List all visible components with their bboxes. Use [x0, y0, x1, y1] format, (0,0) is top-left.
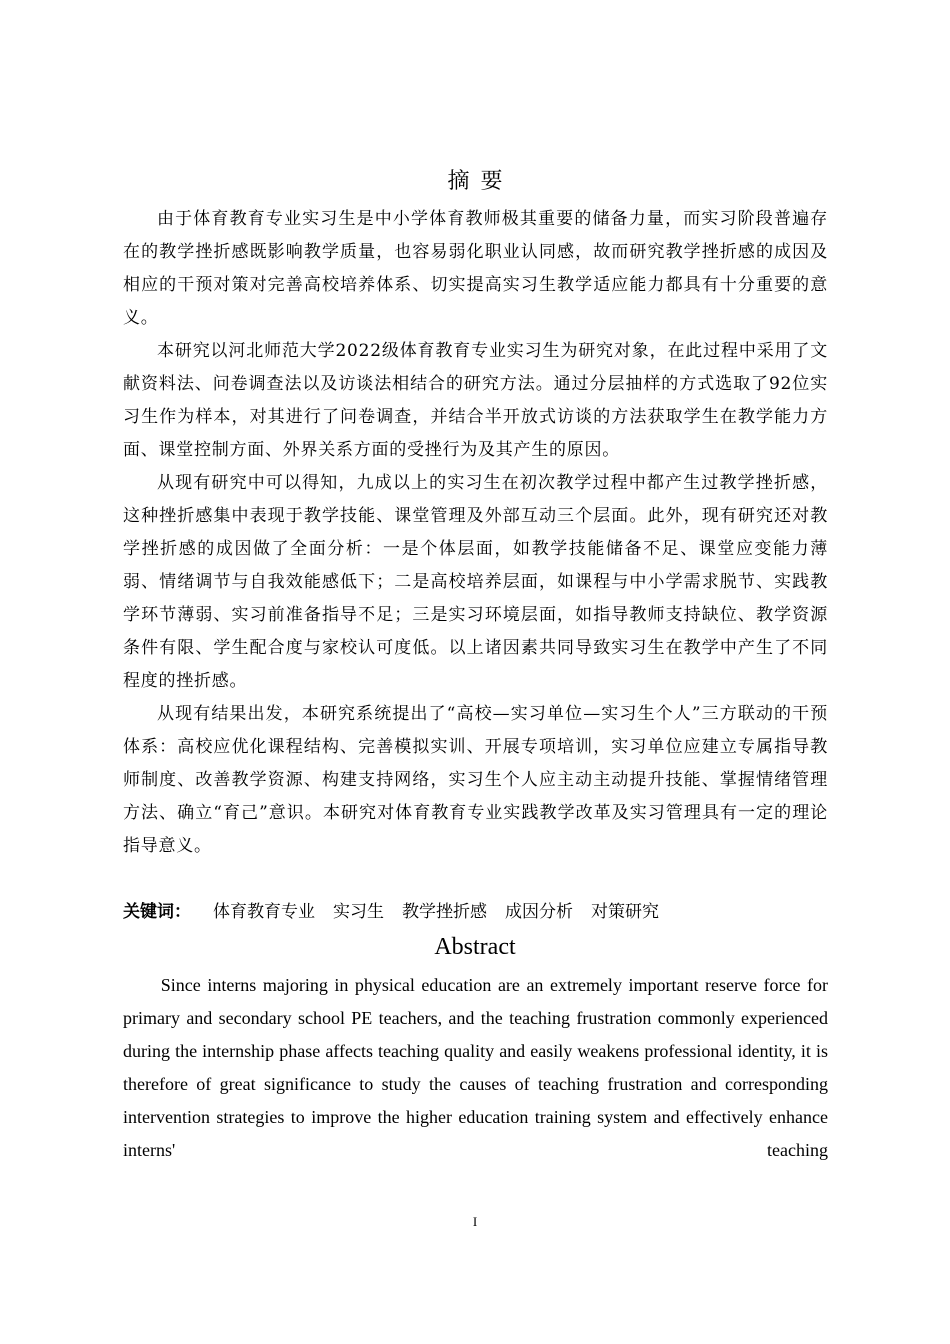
abstract-cn-body [123, 203, 828, 863]
keyword-item: 体育教育专业 [213, 902, 315, 922]
keywords-label: 关键词： [123, 902, 191, 922]
abstract-cn-paragraph-1: 由于体育教育专业实习生是中小学体育教师极其重要的储备力量，而实习阶段普遍存在的教学挫折感既影响教学质量，也容易弱化职业认同感，故而研究教学挫折感的成因及相应的干预对策对完善高校培养体系、切实提高实习生教学适应能力都具有十分重要的意义。 [123, 209, 828, 328]
abstract-cn-paragraph-4: 从现有结果出发，本研究系统提出了“高校—实习单位—实习生个人”三方联动的干预体系：高校应优化课程结构、完善模拟实训、开展专项培训，实习单位应建立专属指导教师制度、改善教学资源、构建支持网络，实习生个人应主动主动提升技能、掌握情绪管理方法、确立“育己”意识。本研究对体育教育专业实践教学改革及实习管理具有一定的理论指导意义。 [123, 704, 828, 856]
abstract-en-paragraph: Since interns majoring in physical education are an extremely important reserve force for primary and secondary school PE teachers, and the teaching frustration commonly experienced during the internship phase affects teaching quality and easily weakens professional identity, it is therefore of great significance to study the causes of teaching frustration and corresponding intervention strategies to improve the higher education training system and effectively enhance interns' teaching [123, 975, 828, 1160]
keyword-item: 对策研究 [591, 902, 659, 922]
abstract-cn-paragraph-3: 从现有研究中可以得知，九成以上的实习生在初次教学过程中都产生过教学挫折感，这种挫折感集中表现于教学技能、课堂管理及外部互动三个层面。此外，现有研究还对教学挫折感的成因做了全面分析：一是个体层面，如教学技能储备不足、课堂应变能力薄弱、情绪调节与自我效能感低下；二是高校培养层面，如课程与中小学需求脱节、实践教学环节薄弱、实习前准备指导不足；三是实习环境层面，如指导教师支持缺位、教学资源条件有限、学生配合度与家校认可度低。以上诸因素共同导致实习生在教学中产生了不同程度的挫折感。 [123, 473, 828, 691]
abstract-cn-paragraph-2: 本研究以河北师范大学2022级体育教育专业实习生为研究对象，在此过程中采用了文献资料法、问卷调查法以及访谈法相结合的研究方法。通过分层抽样的方式选取了92位实习生作为样本，对其进行了问卷调查，并结合半开放式访谈的方法获取学生在教学能力方面、课堂控制方面、外界关系方面的受挫行为及其产生的原因。 [123, 341, 828, 460]
abstract-en-title: Abstract [434, 934, 516, 960]
page-number: I [472, 1214, 478, 1229]
abstract-en-body [123, 969, 828, 1167]
keyword-item: 教学挫折感 [402, 902, 487, 922]
keyword-item: 成因分析 [505, 902, 573, 922]
keywords-line [123, 897, 828, 927]
keyword-item: 实习生 [333, 902, 384, 922]
abstract-cn-title: 摘要 [447, 169, 514, 194]
